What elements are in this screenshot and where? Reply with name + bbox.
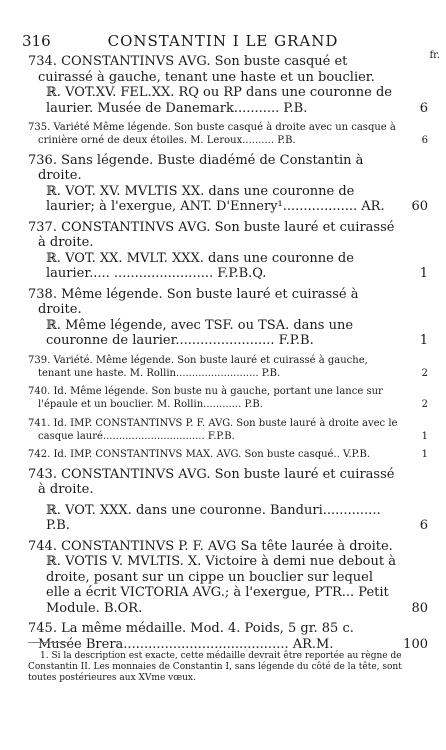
entry-text: 735. Variété Même légende. Son buste casqué à droite avec un casque à crinière orné de deux étoiles. M. Leroux.......... P.B. <box>28 122 396 147</box>
price: 6 <box>419 518 428 534</box>
footnote: 1. Si la description est exacte, cette médaille devrait être reportée au règne de Constantin II. Les monnaies de Constantin I, sans légende du côté de la tête, sont toutes postérieures aux XVme vœux. <box>28 651 402 683</box>
entry-737 <box>28 220 428 251</box>
footnote-rule <box>28 642 68 643</box>
entry-742 <box>28 448 428 461</box>
entry-741 <box>28 417 428 444</box>
catalogue-entries <box>28 54 428 652</box>
entry-734-reverse <box>28 85 428 116</box>
entry-text: 738. Même légende. Son buste lauré et cuirassé à droite. <box>28 286 359 318</box>
entry-text: 741. Id. IMP. CONSTANTINVS P. F. AVG. Son buste lauré à droite avec le casque lauré................................ F.P.B. <box>28 417 398 443</box>
entry-text: 745. La même médaille. Mod. 4. Poids, 5 gr. 85 c. Musée Brera........................................ AR.M. <box>28 621 354 652</box>
entry-740 <box>28 385 428 412</box>
entry-text: 740. Id. Même légende. Son buste nu à gauche, portant une lance sur l'épaule et un bouclier. M. Rollin............ P.B. <box>28 386 383 411</box>
price: 80 <box>411 600 428 616</box>
entry-734 <box>28 54 428 85</box>
price: 1 <box>419 333 428 349</box>
entry-743-reverse <box>28 503 428 534</box>
column-unit-label: fr. <box>429 50 440 61</box>
entry-737-reverse <box>28 251 428 282</box>
entry-text: 737. CONSTANTINVS AVG. Son buste lauré et cuirassé à droite. <box>28 219 395 251</box>
entry-text: 734. CONSTANTINVS AVG. Son buste casqué et cuirassé à gauche, tenant une haste et un bouclier. <box>28 54 375 85</box>
price: 1 <box>419 266 428 282</box>
price: 2 <box>421 399 428 411</box>
price: 100 <box>403 636 428 652</box>
page-number: 316 <box>22 32 51 50</box>
price: 60 <box>411 199 428 215</box>
entry-744 <box>28 539 428 555</box>
price: 6 <box>419 100 428 116</box>
entry-735 <box>28 121 428 148</box>
entry-text: 744. CONSTANTINVS P. F. AVG Sa tête laurée à droite. <box>28 538 393 554</box>
price: 1 <box>421 449 428 461</box>
entry-736 <box>28 153 428 184</box>
entry-743 <box>28 467 428 498</box>
entry-text: 742. Id. IMP. CONSTANTINVS MAX. AVG. Son buste casqué.. V.P.B. <box>28 449 371 461</box>
entry-text: 743. CONSTANTINVS AVG. Son buste lauré et cuirassé à droite. <box>28 466 395 498</box>
entry-text: ℝ. VOT. XV. MVLTIS XX. dans une couronne de laurier; à l'exergue, ANT. D'Ennery¹.................. AR. <box>46 183 385 215</box>
entry-text: ℝ. Même légende, avec TSF. ou TSA. dans une couronne de laurier........................ F.P.B. <box>46 317 354 349</box>
price: 6 <box>421 135 428 147</box>
entry-736-reverse <box>28 184 428 215</box>
entry-text: ℝ. VOT. XXX. dans une couronne. Banduri.............. P.B. <box>46 502 381 534</box>
entry-739 <box>28 354 428 381</box>
entry-text: 736. Sans légende. Buste diadémé de Constantin à droite. <box>28 152 364 184</box>
entry-text: ℝ. VOTIS V. MVLTIS. X. Victoire à demi nue debout à droite, posant sur un cippe un bouclier sur lequel elle a écrit VICTORIA AVG.; à l'exergue, PTR... Petit Module. B.OR. <box>46 554 396 616</box>
running-title: CONSTANTIN I LE GRAND <box>107 32 339 50</box>
price: 1 <box>421 431 428 443</box>
entry-text: ℝ. VOT. XX. MVLT. XXX. dans une couronne de laurier..... ........................ F.P.B.Q. <box>46 250 354 282</box>
entry-text: 739. Variété. Même légende. Son buste lauré et cuirassé à gauche, tenant une haste. M. Rollin.......................... P.B. <box>28 354 368 379</box>
entry-738 <box>28 287 428 318</box>
entry-745 <box>28 621 428 652</box>
page-header <box>0 32 446 61</box>
entry-738-reverse <box>28 318 428 349</box>
entry-text: ℝ. VOT.XV. FEL.XX. RQ ou RP dans une couronne de laurier. Musée de Danemark........... P.B. <box>46 85 392 116</box>
price: 2 <box>421 367 428 379</box>
entry-744-reverse <box>28 554 428 616</box>
